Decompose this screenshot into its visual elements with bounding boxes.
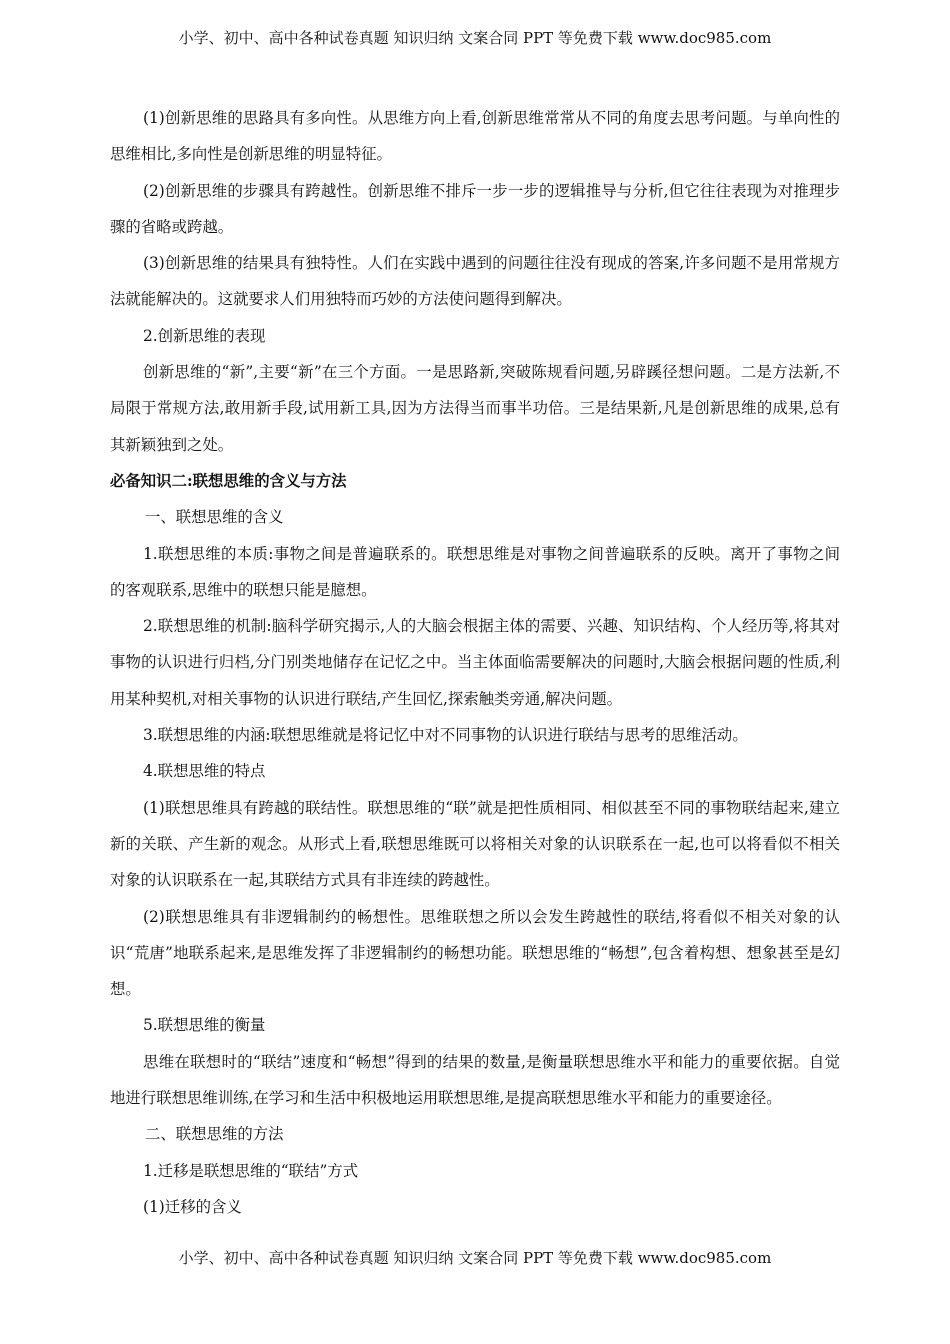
- subheading: 1.迁移是联想思维的“联结”方式: [143, 1161, 359, 1180]
- subsection-heading: 二、联想思维的方法: [145, 1125, 284, 1144]
- subsection-heading: 一、联想思维的含义: [145, 508, 284, 527]
- paragraph: 1.联想思维的本质:事物之间是普遍联系的。联想思维是对事物之间普遍联系的反映。离开了事物之间的客观联系,思维中的联想只能是臆想。: [110, 544, 840, 599]
- document-body: [110, 100, 840, 1225]
- paragraph: (2)联想思维具有非逻辑制约的畅想性。思维联想之所以会发生跨越性的联结,将看似不相关对象的认识“荒唐”地联系起来,是思维发挥了非逻辑制约的畅想功能。联想思维的“畅想”,包含着构想、想象甚至是幻想。: [110, 907, 840, 999]
- paragraph: (2)创新思维的步骤具有跨越性。创新思维不排斥一步一步的逻辑推导与分析,但它往往表现为对推理步骤的省略或跨越。: [110, 181, 840, 236]
- subheading: 5.联想思维的衡量: [143, 1016, 266, 1035]
- paragraph: 2.联想思维的机制:脑科学研究揭示,人的大脑会根据主体的需要、兴趣、知识结构、个人经历等,将其对事物的认识进行归档,分门别类地储存在记忆之中。当主体面临需要解决的问题时,大脑会根据问题的性质,利用某种契机,对相关事物的认识进行联结,产生回忆,探索触类旁通,解决问题。: [110, 617, 840, 708]
- paragraph: 思维在联想时的“联结”速度和“畅想”得到的结果的数量,是衡量联想思维水平和能力的重要依据。自觉地进行联想思维训练,在学习和生活中积极地运用联想思维,是提高联想思维水平和能力的重要途径。: [110, 1052, 840, 1108]
- paragraph: 创新思维的“新”,主要“新”在三个方面。一是思路新,突破陈规看问题,另辟蹊径想问题。二是方法新,不局限于常规方法,敢用新手段,试用新工具,因为方法得当而事半功倍。三是结果新,凡是创新思维的成果,总有其新颖独到之处。: [110, 363, 840, 454]
- paragraph: 3.联想思维的内涵:联想思维就是将记忆中对不同事物的认识进行联结与思考的思维活动。: [143, 726, 748, 745]
- subheading: 4.联想思维的特点: [143, 762, 266, 781]
- page-footer: 小学、初中、高中各种试卷真题 知识归纳 文案合同 PPT 等免费下载 www.doc985.com: [178, 1249, 772, 1267]
- section-heading: 必备知识二:联想思维的含义与方法: [110, 471, 347, 490]
- subheading: 2.创新思维的表现: [143, 326, 266, 345]
- paragraph: (1)创新思维的思路具有多向性。从思维方向上看,创新思维常常从不同的角度去思考问题。与单向性的思维相比,多向性是创新思维的明显特征。: [110, 109, 840, 164]
- paragraph: (1)联想思维具有跨越的联结性。联想思维的“联”就是把性质相同、相似甚至不同的事物联结起来,建立新的关联、产生新的观念。从形式上看,联想思维既可以将相关对象的认识联系在一起,也可以将看似不相关对象的认识联系在一起,其联结方式具有非连续的跨越性。: [110, 798, 840, 890]
- subheading: (1)迁移的含义: [143, 1197, 242, 1216]
- paragraph: (3)创新思维的结果具有独特性。人们在实践中遇到的问题往往没有现成的答案,许多问题不是用常规方法就能解决的。这就要求人们用独特而巧妙的方法使问题得到解决。: [110, 254, 840, 309]
- page-header: 小学、初中、高中各种试卷真题 知识归纳 文案合同 PPT 等免费下载 www.doc985.com: [178, 29, 772, 47]
